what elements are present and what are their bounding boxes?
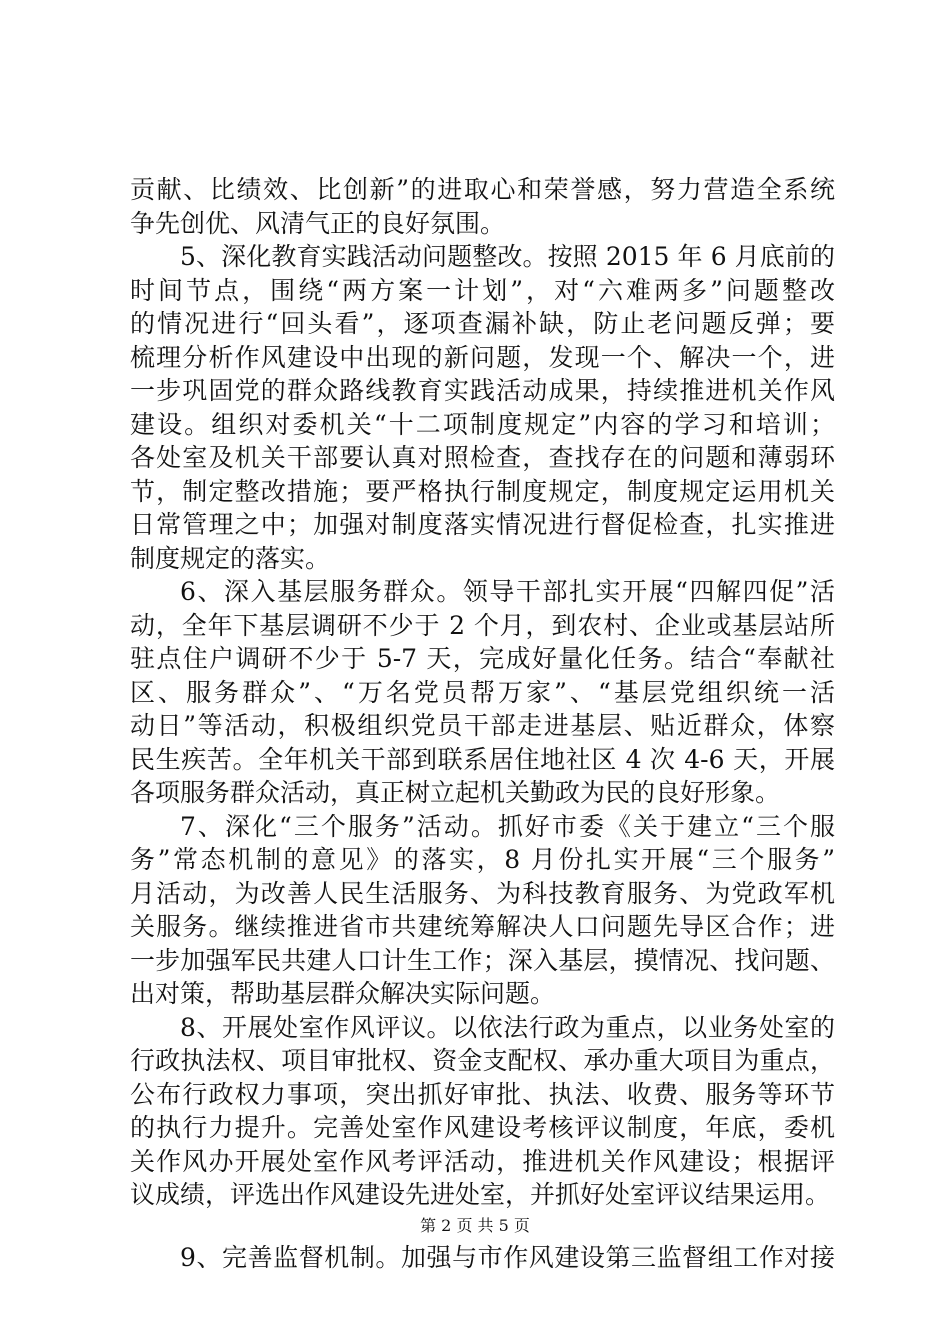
text-line: 节，制定整改措施；要严格执行制度规定，制度规定运用机关 — [130, 476, 835, 506]
text-line: 出对策，帮助基层群众解决实际问题。 — [130, 979, 556, 1008]
text-line: 驻点住户调研不少于 5-7 天，完成好量化任务。结合“奉献社 — [130, 644, 835, 673]
text-line: 关服务。继续推进省市共建统筹解决人口问题先导区合作；进 — [130, 912, 835, 941]
text-line: 一步加强军民共建人口计生工作；深入基层，摸情况、找问题、 — [130, 945, 835, 975]
text-line: 议成绩，评选出作风建设先进处室，并抓好处室评议结果运用。 — [130, 1180, 831, 1209]
text-line: 日常管理之中；加强对制度落实情况进行督促检查，扎实推进 — [130, 510, 835, 539]
text-line: 贡献、比绩效、比创新”的进取心和荣誉感，努力营造全系统 — [130, 175, 835, 204]
text-line: 务”常态机制的意见》的落实，8 月份扎实开展“三个服务” — [130, 845, 835, 874]
text-line: 6、深入基层服务群众。领导干部扎实开展“四解四促”活 — [180, 577, 835, 606]
text-line: 梳理分析作风建设中出现的新问题，发现一个、解决一个，进 — [130, 342, 835, 372]
text-line: 建设。组织对委机关“十二项制度规定”内容的学习和培训； — [130, 409, 835, 439]
document-body — [130, 173, 835, 1274]
text-line: 月活动，为改善人民生活服务、为科技教育服务、为党政军机 — [130, 878, 835, 908]
text-line: 7、深化“三个服务”活动。抓好市委《关于建立“三个服 — [180, 811, 835, 841]
text-line: 各处室及机关干部要认真对照检查，查找存在的问题和薄弱环 — [130, 443, 835, 472]
text-line: 民生疾苦。全年机关干部到联系居住地社区 4 次 4-6 天，开展 — [130, 744, 835, 774]
text-line: 动，全年下基层调研不少于 2 个月，到农村、企业或基层站所 — [130, 610, 835, 640]
text-line: 动日”等活动，积极组织党员干部走进基层、贴近群众，体察 — [130, 711, 835, 740]
text-line: 制度规定的落实。 — [130, 543, 331, 573]
text-line: 行政执法权、项目审批权、资金支配权、承办重大项目为重点， — [130, 1046, 835, 1075]
text-line: 公布行政权力事项，突出抓好审批、执法、收费、服务等环节 — [130, 1079, 835, 1109]
text-line: 的情况进行“回头看”，逐项查漏补缺，防止老问题反弹；要 — [130, 309, 835, 338]
text-line: 一步巩固党的群众路线教育实践活动成果，持续推进机关作风 — [130, 376, 835, 405]
page-footer: 第 2 页 共 5 页 — [420, 1216, 530, 1235]
text-line: 9、完善监督机制。加强与市作风建设第三监督组工作对接 — [180, 1242, 835, 1272]
text-line: 时间节点，围绕“两方案一计划”，对“六难两多”问题整改 — [130, 275, 835, 305]
text-line: 争先创优、风清气正的良好氛围。 — [130, 208, 506, 238]
text-line: 各项服务群众活动，真正树立起机关勤政为民的良好形象。 — [130, 778, 781, 807]
text-line: 8、开展处室作风评议。以依法行政为重点，以业务处室的 — [180, 1012, 835, 1042]
text-line: 关作风办开展处室作风考评活动，推进机关作风建设；根据评 — [130, 1146, 835, 1176]
text-line: 的执行力提升。完善处室作风建设考核评议制度，年底，委机 — [130, 1113, 835, 1142]
text-line: 区、服务群众”、“万名党员帮万家”、“基层党组织统一活 — [130, 677, 835, 707]
text-line: 5、深化教育实践活动问题整改。按照 2015 年 6 月底前的 — [180, 242, 835, 271]
